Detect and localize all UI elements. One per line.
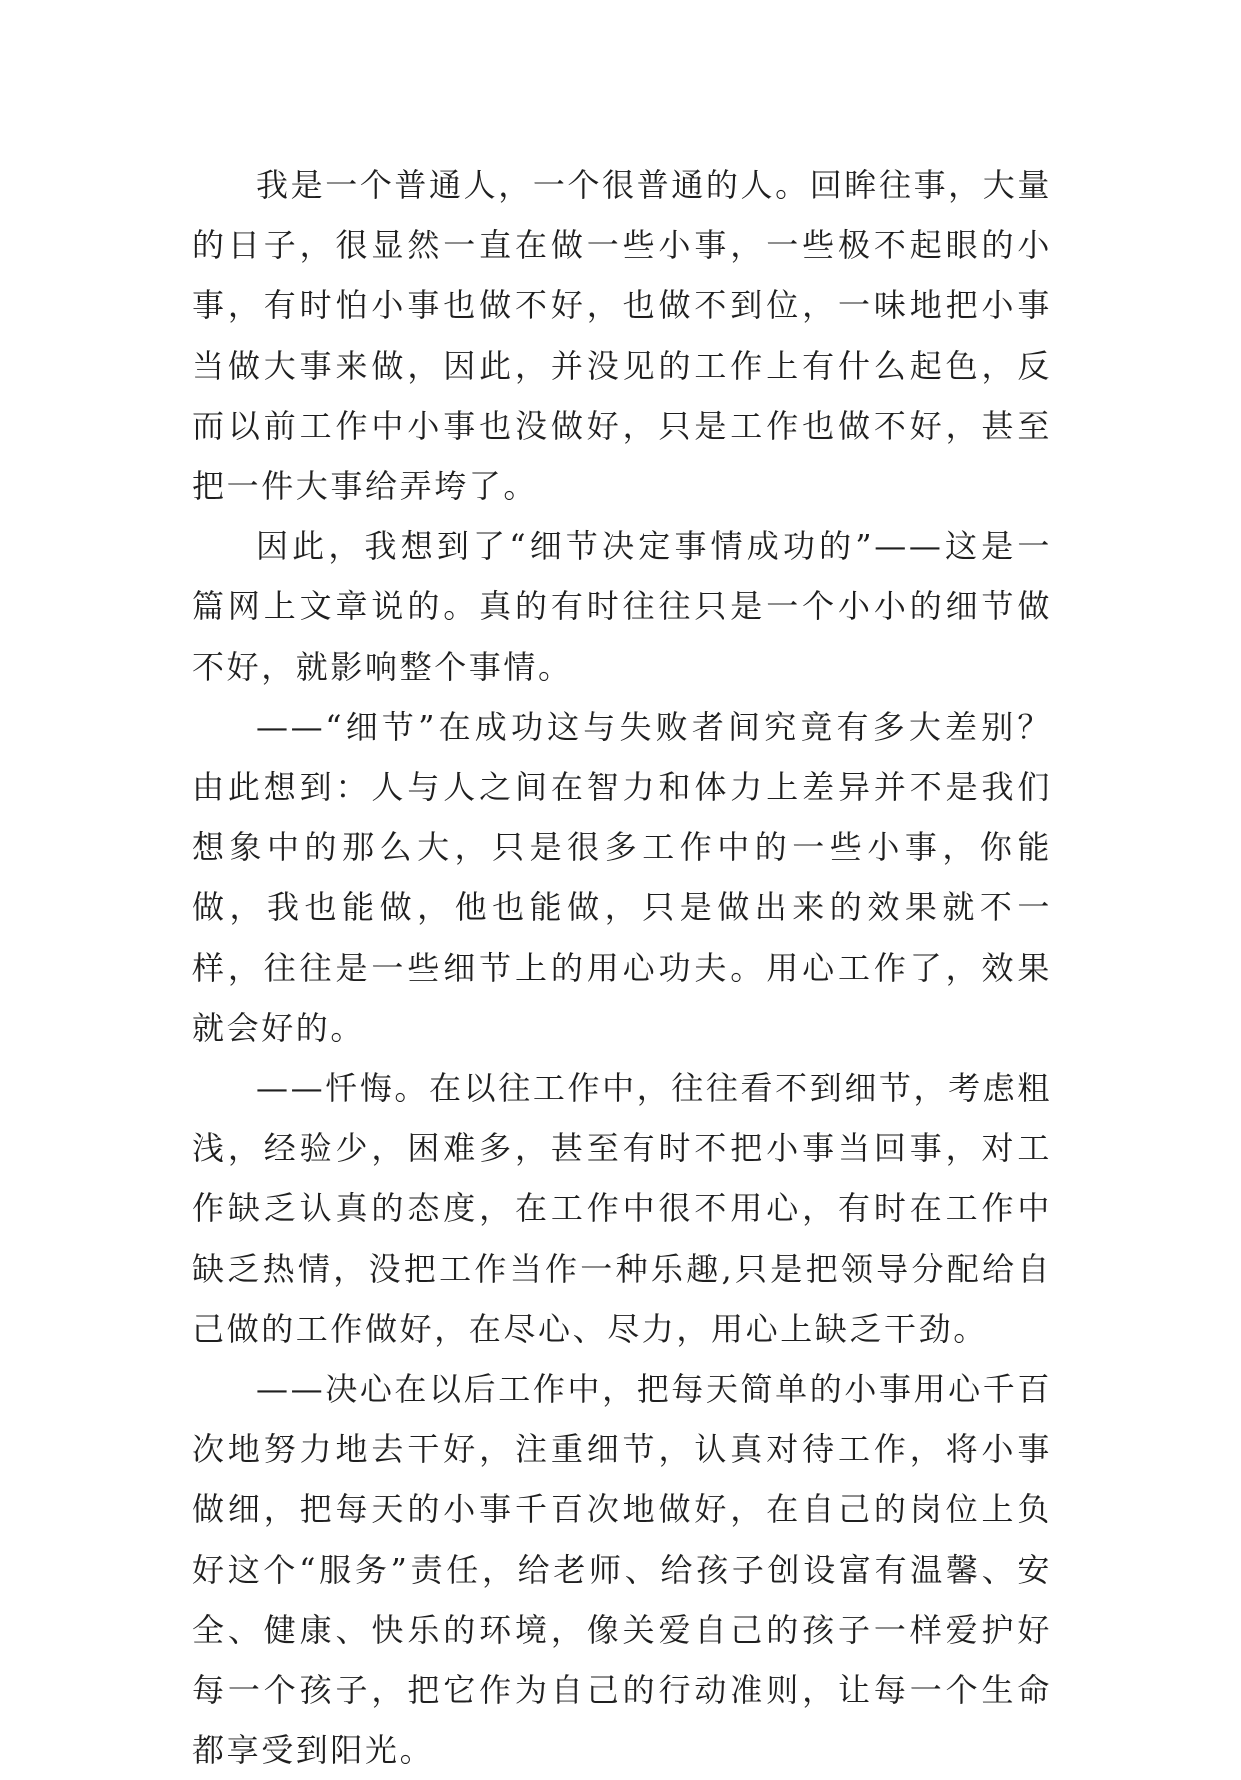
paragraph-3: ——“细节”在成功这与失败者间究竟有多大差别？由此想到：人与人之间在智力和体力上差异并不是我们想象中的那么大，只是很多工作中的一些小事，你能做，我也能做，他也能做，只是做出来的效果就不一样，往往是一些细节上的用心功夫。用心工作了，效果就会好的。 [192, 707, 1052, 1047]
paragraph-2: 因此，我想到了“细节决定事情成功的”——这是一篇网上文章说的。真的有时往往只是一个小小的细节做不好，就影响整个事情。 [192, 527, 1052, 686]
document-body [192, 155, 1052, 1780]
paragraph-4: ——忏悔。在以往工作中，往往看不到细节，考虑粗浅，经验少，困难多，甚至有时不把小事当回事，对工作缺乏认真的态度，在工作中很不用心，有时在工作中缺乏热情，没把工作当作一种乐趣,只是把领导分配给自己做的工作做好，在尽心、尽力，用心上缺乏干劲。 [192, 1069, 1052, 1348]
paragraph-5: ——决心在以后工作中，把每天简单的小事用心千百次地努力地去干好，注重细节，认真对待工作，将小事做细，把每天的小事千百次地做好，在自己的岗位上负好这个“服务”责任，给老师、给孩子创设富有温馨、安全、健康、快乐的环境，像关爱自己的孩子一样爱护好每一个孩子，把它作为自己的行动准则，让每一个生命都享受到阳光。 [192, 1370, 1052, 1770]
paragraph-1: 我是一个普通人，一个很普通的人。回眸往事，大量的日子，很显然一直在做一些小事，一些极不起眼的小事，有时怕小事也做不好，也做不到位，一味地把小事当做大事来做，因此，并没见的工作上有什么起色，反而以前工作中小事也没做好，只是工作也做不好，甚至把一件大事给弄垮了。 [192, 166, 1052, 506]
